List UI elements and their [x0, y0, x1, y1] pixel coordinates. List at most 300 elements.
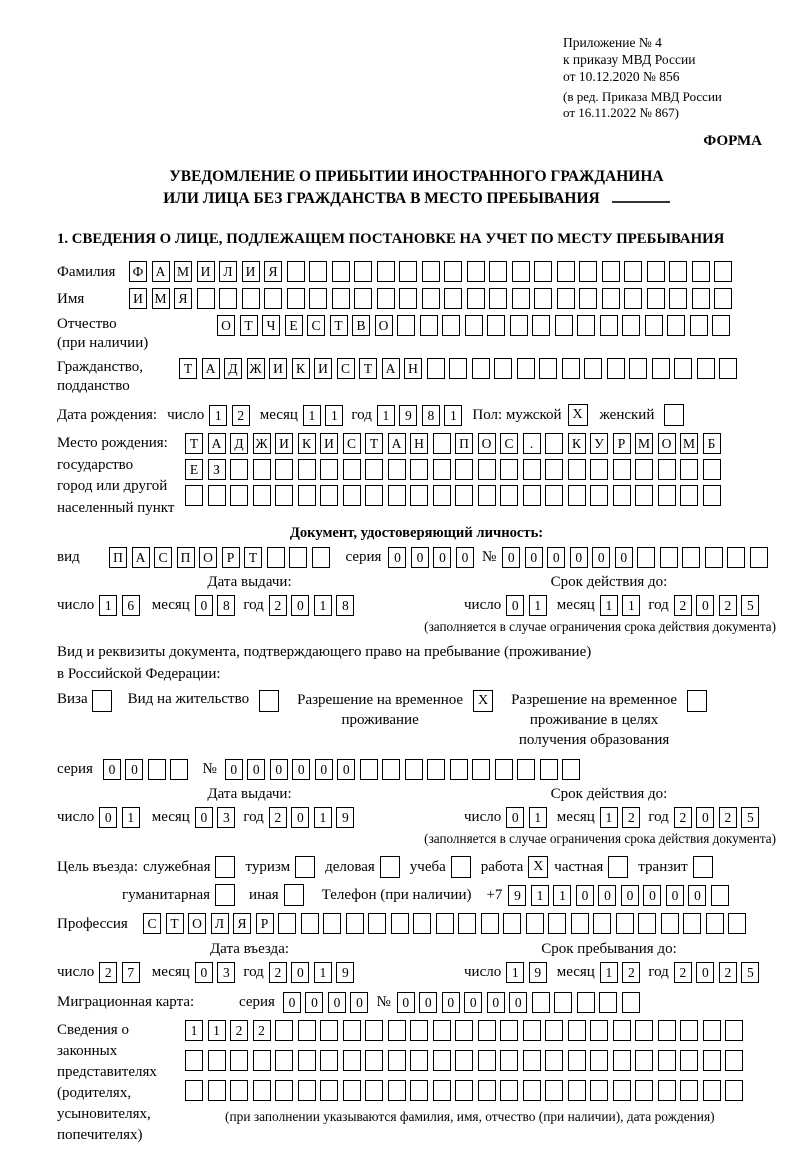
form-cell[interactable]: Ч — [262, 315, 280, 336]
form-cell[interactable] — [692, 288, 710, 309]
form-cell[interactable] — [680, 1080, 698, 1101]
form-cell[interactable]: Т — [185, 433, 203, 454]
form-cell[interactable]: 0 — [125, 759, 143, 780]
form-cell[interactable]: С — [337, 358, 355, 379]
form-cell[interactable] — [208, 1080, 226, 1101]
form-cell[interactable] — [455, 1020, 473, 1041]
form-cell[interactable] — [354, 288, 372, 309]
form-cell[interactable] — [455, 485, 473, 506]
form-cell[interactable] — [669, 261, 687, 282]
form-cell[interactable]: 2 — [269, 962, 287, 983]
form-cell[interactable] — [433, 1020, 451, 1041]
form-cell[interactable] — [478, 1020, 496, 1041]
form-cell[interactable]: Я — [233, 913, 251, 934]
form-cell[interactable]: 0 — [487, 992, 505, 1013]
form-cell[interactable]: 2 — [674, 807, 692, 828]
form-cell[interactable] — [253, 1080, 271, 1101]
form-cell[interactable] — [705, 547, 723, 568]
form-cell[interactable]: И — [269, 358, 287, 379]
form-cell[interactable] — [523, 459, 541, 480]
form-cell[interactable]: Д — [224, 358, 242, 379]
form-cell[interactable]: И — [129, 288, 147, 309]
form-cell[interactable] — [658, 1080, 676, 1101]
form-cell[interactable] — [602, 288, 620, 309]
form-cell[interactable] — [667, 315, 685, 336]
form-cell[interactable]: Н — [404, 358, 422, 379]
edu-permit-checkbox[interactable] — [687, 690, 707, 712]
form-cell[interactable] — [635, 1050, 653, 1071]
form-cell[interactable]: 0 — [99, 807, 117, 828]
form-cell[interactable]: 0 — [525, 547, 543, 568]
form-cell[interactable] — [489, 288, 507, 309]
form-cell[interactable] — [613, 485, 631, 506]
form-cell[interactable]: 0 — [419, 992, 437, 1013]
form-cell[interactable] — [343, 1050, 361, 1071]
form-cell[interactable]: 3 — [217, 962, 235, 983]
form-cell[interactable]: 8 — [422, 405, 440, 426]
form-cell[interactable]: И — [314, 358, 332, 379]
form-cell[interactable]: 2 — [719, 595, 737, 616]
form-cell[interactable]: Т — [166, 913, 184, 934]
form-cell[interactable] — [320, 485, 338, 506]
form-cell[interactable] — [703, 1020, 721, 1041]
form-cell[interactable] — [658, 1020, 676, 1041]
form-cell[interactable] — [487, 315, 505, 336]
form-cell[interactable]: 0 — [696, 962, 714, 983]
form-cell[interactable] — [635, 485, 653, 506]
form-cell[interactable] — [593, 913, 611, 934]
form-cell[interactable] — [264, 288, 282, 309]
form-cell[interactable] — [365, 1080, 383, 1101]
form-cell[interactable]: 0 — [337, 759, 355, 780]
form-cell[interactable]: 9 — [508, 885, 526, 906]
form-cell[interactable] — [727, 547, 745, 568]
form-cell[interactable] — [208, 1050, 226, 1071]
form-cell[interactable] — [532, 992, 550, 1013]
form-cell[interactable] — [534, 261, 552, 282]
form-cell[interactable] — [478, 1080, 496, 1101]
form-cell[interactable] — [472, 358, 490, 379]
form-cell[interactable] — [455, 459, 473, 480]
form-cell[interactable]: Р — [256, 913, 274, 934]
form-cell[interactable] — [410, 485, 428, 506]
form-cell[interactable] — [433, 1050, 451, 1071]
form-cell[interactable]: И — [242, 261, 260, 282]
form-cell[interactable] — [287, 288, 305, 309]
form-cell[interactable]: 1 — [185, 1020, 203, 1041]
form-cell[interactable] — [750, 547, 768, 568]
form-cell[interactable]: 0 — [195, 962, 213, 983]
purpose-tourism-checkbox[interactable] — [295, 856, 315, 878]
form-cell[interactable]: Ж — [247, 358, 265, 379]
form-cell[interactable] — [568, 1050, 586, 1071]
form-cell[interactable]: 5 — [741, 595, 759, 616]
form-cell[interactable]: Л — [211, 913, 229, 934]
form-cell[interactable] — [590, 459, 608, 480]
form-cell[interactable] — [557, 261, 575, 282]
visa-checkbox[interactable] — [92, 690, 112, 712]
form-cell[interactable]: 2 — [674, 595, 692, 616]
form-cell[interactable]: К — [298, 433, 316, 454]
form-cell[interactable] — [399, 288, 417, 309]
form-cell[interactable] — [624, 261, 642, 282]
form-cell[interactable]: 0 — [696, 595, 714, 616]
form-cell[interactable]: В — [352, 315, 370, 336]
form-cell[interactable]: А — [382, 358, 400, 379]
form-cell[interactable] — [500, 1020, 518, 1041]
form-cell[interactable] — [683, 913, 701, 934]
form-cell[interactable]: 0 — [328, 992, 346, 1013]
form-cell[interactable] — [725, 1050, 743, 1071]
form-cell[interactable] — [368, 913, 386, 934]
form-cell[interactable] — [680, 1020, 698, 1041]
form-cell[interactable] — [365, 459, 383, 480]
form-cell[interactable] — [170, 759, 188, 780]
form-cell[interactable] — [512, 261, 530, 282]
form-cell[interactable]: 0 — [291, 807, 309, 828]
form-cell[interactable]: 1 — [209, 405, 227, 426]
form-cell[interactable]: П — [177, 547, 195, 568]
form-cell[interactable]: 1 — [303, 405, 321, 426]
form-cell[interactable]: О — [478, 433, 496, 454]
form-cell[interactable]: О — [199, 547, 217, 568]
form-cell[interactable]: 8 — [336, 595, 354, 616]
form-cell[interactable] — [365, 485, 383, 506]
form-cell[interactable]: 0 — [502, 547, 520, 568]
form-cell[interactable]: 2 — [269, 807, 287, 828]
form-cell[interactable] — [455, 1080, 473, 1101]
form-cell[interactable] — [320, 459, 338, 480]
form-cell[interactable] — [647, 288, 665, 309]
form-cell[interactable]: 0 — [195, 807, 213, 828]
form-cell[interactable] — [635, 459, 653, 480]
form-cell[interactable]: А — [388, 433, 406, 454]
form-cell[interactable]: 0 — [570, 547, 588, 568]
form-cell[interactable] — [577, 315, 595, 336]
form-cell[interactable]: Т — [359, 358, 377, 379]
form-cell[interactable] — [354, 261, 372, 282]
form-cell[interactable]: 0 — [103, 759, 121, 780]
form-cell[interactable] — [301, 913, 319, 934]
form-cell[interactable] — [554, 992, 572, 1013]
form-cell[interactable] — [465, 315, 483, 336]
form-cell[interactable]: 2 — [253, 1020, 271, 1041]
form-cell[interactable]: 0 — [442, 992, 460, 1013]
form-cell[interactable] — [219, 288, 237, 309]
form-cell[interactable]: 0 — [576, 885, 594, 906]
form-cell[interactable] — [433, 459, 451, 480]
form-cell[interactable] — [600, 315, 618, 336]
form-cell[interactable]: 0 — [688, 885, 706, 906]
form-cell[interactable] — [706, 913, 724, 934]
form-cell[interactable] — [208, 485, 226, 506]
form-cell[interactable] — [405, 759, 423, 780]
form-cell[interactable] — [365, 1020, 383, 1041]
form-cell[interactable] — [674, 358, 692, 379]
form-cell[interactable] — [568, 1080, 586, 1101]
form-cell[interactable]: Т — [330, 315, 348, 336]
form-cell[interactable] — [365, 1050, 383, 1071]
form-cell[interactable] — [548, 913, 566, 934]
form-cell[interactable]: 2 — [719, 807, 737, 828]
form-cell[interactable] — [472, 759, 490, 780]
form-cell[interactable] — [410, 1020, 428, 1041]
form-cell[interactable]: М — [635, 433, 653, 454]
form-cell[interactable]: О — [375, 315, 393, 336]
form-cell[interactable]: 0 — [592, 547, 610, 568]
form-cell[interactable]: 1 — [600, 595, 618, 616]
form-cell[interactable] — [660, 547, 678, 568]
form-cell[interactable] — [397, 315, 415, 336]
form-cell[interactable]: 0 — [506, 807, 524, 828]
form-cell[interactable]: 0 — [464, 992, 482, 1013]
form-cell[interactable] — [450, 759, 468, 780]
form-cell[interactable] — [500, 459, 518, 480]
form-cell[interactable] — [568, 485, 586, 506]
form-cell[interactable] — [433, 433, 451, 454]
form-cell[interactable] — [613, 1050, 631, 1071]
form-cell[interactable]: А — [132, 547, 150, 568]
form-cell[interactable] — [658, 459, 676, 480]
form-cell[interactable] — [725, 1080, 743, 1101]
form-cell[interactable]: 0 — [621, 885, 639, 906]
form-cell[interactable]: Т — [179, 358, 197, 379]
form-cell[interactable] — [312, 547, 330, 568]
form-cell[interactable]: 0 — [643, 885, 661, 906]
form-cell[interactable] — [500, 485, 518, 506]
form-cell[interactable]: Е — [185, 459, 203, 480]
form-cell[interactable]: 2 — [622, 962, 640, 983]
form-cell[interactable] — [523, 485, 541, 506]
form-cell[interactable] — [467, 288, 485, 309]
form-cell[interactable]: З — [208, 459, 226, 480]
form-cell[interactable]: 1 — [506, 962, 524, 983]
form-cell[interactable] — [635, 1080, 653, 1101]
form-cell[interactable] — [624, 288, 642, 309]
form-cell[interactable]: 2 — [230, 1020, 248, 1041]
form-cell[interactable]: 1 — [553, 885, 571, 906]
form-cell[interactable]: 1 — [377, 405, 395, 426]
male-checkbox[interactable]: X — [568, 404, 588, 426]
form-cell[interactable] — [629, 358, 647, 379]
form-cell[interactable] — [230, 459, 248, 480]
form-cell[interactable] — [557, 288, 575, 309]
form-cell[interactable]: И — [275, 433, 293, 454]
form-cell[interactable]: 0 — [292, 759, 310, 780]
form-cell[interactable] — [422, 261, 440, 282]
form-cell[interactable] — [645, 315, 663, 336]
form-cell[interactable] — [410, 1080, 428, 1101]
form-cell[interactable] — [571, 913, 589, 934]
form-cell[interactable] — [275, 1050, 293, 1071]
form-cell[interactable] — [323, 913, 341, 934]
form-cell[interactable] — [703, 459, 721, 480]
form-cell[interactable] — [388, 459, 406, 480]
form-cell[interactable]: Л — [219, 261, 237, 282]
form-cell[interactable]: К — [568, 433, 586, 454]
form-cell[interactable] — [703, 1080, 721, 1101]
form-cell[interactable] — [413, 913, 431, 934]
form-cell[interactable] — [523, 1050, 541, 1071]
form-cell[interactable] — [616, 913, 634, 934]
form-cell[interactable]: 1 — [529, 807, 547, 828]
form-cell[interactable] — [523, 1020, 541, 1041]
form-cell[interactable]: 2 — [674, 962, 692, 983]
purpose-humanitarian-checkbox[interactable] — [215, 884, 235, 906]
form-cell[interactable]: 0 — [615, 547, 633, 568]
form-cell[interactable]: 0 — [315, 759, 333, 780]
form-cell[interactable] — [714, 288, 732, 309]
form-cell[interactable]: 0 — [456, 547, 474, 568]
form-cell[interactable] — [298, 1020, 316, 1041]
form-cell[interactable]: 6 — [122, 595, 140, 616]
form-cell[interactable] — [562, 358, 580, 379]
form-cell[interactable] — [230, 1050, 248, 1071]
form-cell[interactable] — [703, 485, 721, 506]
form-cell[interactable] — [661, 913, 679, 934]
form-cell[interactable] — [725, 1020, 743, 1041]
form-cell[interactable]: 0 — [411, 547, 429, 568]
form-cell[interactable] — [275, 1080, 293, 1101]
form-cell[interactable]: 1 — [314, 595, 332, 616]
form-cell[interactable] — [711, 885, 729, 906]
form-cell[interactable] — [455, 1050, 473, 1071]
form-cell[interactable]: 3 — [217, 807, 235, 828]
purpose-private-checkbox[interactable] — [608, 856, 628, 878]
form-cell[interactable] — [523, 1080, 541, 1101]
form-cell[interactable] — [647, 261, 665, 282]
form-cell[interactable] — [467, 261, 485, 282]
form-cell[interactable] — [343, 485, 361, 506]
form-cell[interactable]: 0 — [350, 992, 368, 1013]
form-cell[interactable] — [697, 358, 715, 379]
form-cell[interactable] — [287, 261, 305, 282]
form-cell[interactable]: С — [307, 315, 325, 336]
form-cell[interactable] — [622, 315, 640, 336]
form-cell[interactable]: Т — [240, 315, 258, 336]
form-cell[interactable] — [577, 992, 595, 1013]
form-cell[interactable] — [391, 913, 409, 934]
form-cell[interactable]: 0 — [666, 885, 684, 906]
form-cell[interactable] — [517, 358, 535, 379]
form-cell[interactable]: 5 — [741, 962, 759, 983]
form-cell[interactable] — [242, 288, 260, 309]
purpose-other-checkbox[interactable] — [284, 884, 304, 906]
purpose-official-checkbox[interactable] — [215, 856, 235, 878]
form-cell[interactable]: О — [217, 315, 235, 336]
form-cell[interactable]: 0 — [506, 595, 524, 616]
form-cell[interactable] — [568, 459, 586, 480]
form-cell[interactable] — [590, 1050, 608, 1071]
form-cell[interactable] — [230, 485, 248, 506]
form-cell[interactable]: 9 — [336, 962, 354, 983]
form-cell[interactable]: А — [208, 433, 226, 454]
form-cell[interactable] — [658, 485, 676, 506]
form-cell[interactable]: 1 — [622, 595, 640, 616]
form-cell[interactable] — [478, 485, 496, 506]
form-cell[interactable] — [500, 1050, 518, 1071]
form-cell[interactable] — [590, 485, 608, 506]
form-cell[interactable] — [444, 261, 462, 282]
form-cell[interactable] — [388, 485, 406, 506]
form-cell[interactable] — [332, 288, 350, 309]
form-cell[interactable] — [540, 759, 558, 780]
form-cell[interactable]: С — [154, 547, 172, 568]
form-cell[interactable] — [185, 1080, 203, 1101]
form-cell[interactable]: Т — [244, 547, 262, 568]
form-cell[interactable] — [320, 1050, 338, 1071]
form-cell[interactable]: П — [455, 433, 473, 454]
form-cell[interactable] — [512, 288, 530, 309]
form-cell[interactable] — [545, 433, 563, 454]
form-cell[interactable] — [690, 315, 708, 336]
form-cell[interactable] — [613, 459, 631, 480]
form-cell[interactable]: С — [343, 433, 361, 454]
form-cell[interactable] — [253, 459, 271, 480]
form-cell[interactable]: 2 — [232, 405, 250, 426]
form-cell[interactable] — [714, 261, 732, 282]
form-cell[interactable] — [680, 1050, 698, 1071]
form-cell[interactable]: 1 — [600, 807, 618, 828]
form-cell[interactable] — [289, 547, 307, 568]
form-cell[interactable]: 0 — [509, 992, 527, 1013]
form-cell[interactable] — [532, 315, 550, 336]
form-cell[interactable]: 2 — [719, 962, 737, 983]
form-cell[interactable]: А — [202, 358, 220, 379]
form-cell[interactable]: 0 — [225, 759, 243, 780]
form-cell[interactable] — [230, 1080, 248, 1101]
form-cell[interactable] — [494, 358, 512, 379]
form-cell[interactable] — [517, 759, 535, 780]
form-cell[interactable] — [298, 1050, 316, 1071]
form-cell[interactable] — [545, 485, 563, 506]
form-cell[interactable] — [652, 358, 670, 379]
form-cell[interactable]: 9 — [399, 405, 417, 426]
form-cell[interactable] — [680, 459, 698, 480]
form-cell[interactable] — [613, 1080, 631, 1101]
form-cell[interactable] — [399, 261, 417, 282]
form-cell[interactable] — [343, 1020, 361, 1041]
form-cell[interactable] — [332, 261, 350, 282]
form-cell[interactable]: 1 — [314, 962, 332, 983]
form-cell[interactable] — [555, 315, 573, 336]
form-cell[interactable] — [478, 1050, 496, 1071]
form-cell[interactable] — [568, 1020, 586, 1041]
form-cell[interactable] — [275, 459, 293, 480]
form-cell[interactable] — [343, 1080, 361, 1101]
form-cell[interactable]: О — [658, 433, 676, 454]
form-cell[interactable] — [388, 1050, 406, 1071]
form-cell[interactable] — [539, 358, 557, 379]
form-cell[interactable] — [388, 1080, 406, 1101]
form-cell[interactable]: 0 — [195, 595, 213, 616]
form-cell[interactable] — [545, 459, 563, 480]
form-cell[interactable] — [545, 1020, 563, 1041]
form-cell[interactable]: 5 — [741, 807, 759, 828]
form-cell[interactable] — [719, 358, 737, 379]
form-cell[interactable]: 0 — [696, 807, 714, 828]
form-cell[interactable] — [638, 913, 656, 934]
form-cell[interactable]: Е — [285, 315, 303, 336]
form-cell[interactable] — [410, 1050, 428, 1071]
form-cell[interactable] — [500, 1080, 518, 1101]
form-cell[interactable] — [562, 759, 580, 780]
form-cell[interactable] — [185, 1050, 203, 1071]
form-cell[interactable]: П — [109, 547, 127, 568]
form-cell[interactable] — [320, 1020, 338, 1041]
form-cell[interactable] — [579, 288, 597, 309]
purpose-transit-checkbox[interactable] — [693, 856, 713, 878]
